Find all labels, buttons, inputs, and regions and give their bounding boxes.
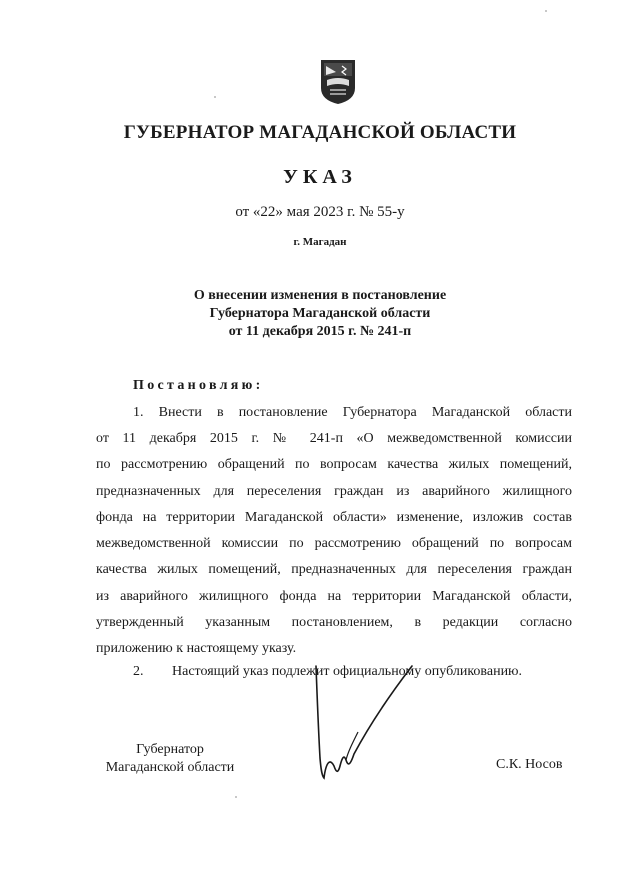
decree-word: Постановляю: [133,378,264,393]
item-text: Настоящий указ подлежит официальному опубликованию. [172,664,523,679]
body-line: качества жилых помещений, предназначенных для переселения граждан [96,562,572,577]
body-line: по рассмотрению обращений по вопросам качества жилых помещений, [96,457,572,472]
scan-speck [235,796,237,798]
title-line: от 11 декабря 2015 г. № 241-п [228,324,412,339]
body-line: предназначенных для переселения граждан из аварийного жилищного [96,484,572,499]
coat-of-arms-icon [318,58,358,106]
body-line: утвержденный указанным постановлением, в редакции согласно [96,615,572,630]
signatory-position-line: Губернатор [136,742,204,757]
document-type: УКАЗ [283,166,357,188]
signatory-position-line: Магаданской области [105,760,235,775]
scan-speck [545,10,547,12]
body-line: 1. Внести в постановление Губернатора Магаданской области [133,405,572,420]
signatory-position [100,741,240,777]
handwritten-signature [300,662,420,792]
body-line: фонда на территории Магаданской области» изменение, изложив состав [96,510,572,525]
body-line: межведомственной комиссии по рассмотрению обращений по вопросам [96,536,572,551]
title-line: О внесении изменения в постановление [193,288,447,303]
body-line: из аварийного жилищного фонда на территории Магаданской области, [96,589,572,604]
document-date-number: от «22» мая 2023 г. № 55-у [235,204,405,220]
title-line: Губернатора Магаданской области [209,306,431,321]
document-title [0,287,640,341]
document-place: г. Магадан [293,236,347,248]
body-line: приложению к настоящему указу. [96,641,297,656]
scan-speck [214,96,216,98]
signatory-name: С.К. Носов [496,757,563,772]
body-line: от 11 декабря 2015 г. № 241-п «О межведомственной комиссии [96,431,572,446]
item-number: 2. [133,664,144,679]
issuing-authority: ГУБЕРНАТОР МАГАДАНСКОЙ ОБЛАСТИ [123,122,517,143]
